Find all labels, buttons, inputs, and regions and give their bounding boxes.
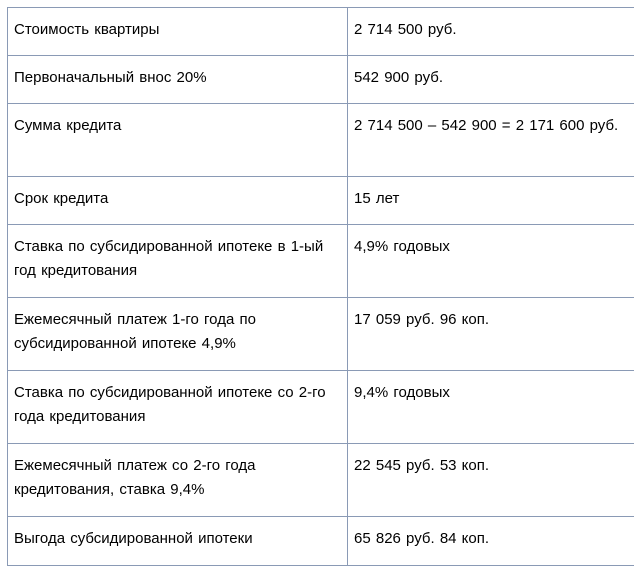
row-value-loan-term: 15 лет xyxy=(348,177,634,225)
row-value-loan-amount: 2 714 500 – 542 900 = 2 171 600 руб. xyxy=(348,104,634,177)
row-value-apartment-cost: 2 714 500 руб. xyxy=(348,8,634,56)
row-label-loan-amount: Сумма кредита xyxy=(8,104,348,177)
mortgage-table-container xyxy=(7,7,634,566)
row-label-apartment-cost: Стоимость квартиры xyxy=(8,8,348,56)
table-row xyxy=(8,104,634,177)
table-row xyxy=(8,56,634,104)
row-label-benefit: Выгода субсидированной ипотеки xyxy=(8,517,348,566)
row-value-rate-first-year: 4,9% годовых xyxy=(348,225,634,298)
table-row xyxy=(8,8,634,56)
row-label-loan-term: Срок кредита xyxy=(8,177,348,225)
mortgage-calculation-table xyxy=(7,7,634,566)
row-label-rate-first-year: Ставка по субсидированной ипотеке в 1-ый год кредитования xyxy=(8,225,348,298)
row-value-down-payment: 542 900 руб. xyxy=(348,56,634,104)
row-value-benefit: 65 826 руб. 84 коп. xyxy=(348,517,634,566)
row-label-payment-first-year: Ежемесячный платеж 1-го года по субсидированной ипотеке 4,9% xyxy=(8,298,348,371)
row-label-payment-second-year: Ежемесячный платеж со 2-го года кредитования, ставка 9,4% xyxy=(8,444,348,517)
table-row xyxy=(8,225,634,298)
table-row xyxy=(8,517,634,566)
table-row xyxy=(8,177,634,225)
row-value-payment-second-year: 22 545 руб. 53 коп. xyxy=(348,444,634,517)
row-value-rate-second-year: 9,4% годовых xyxy=(348,371,634,444)
row-label-rate-second-year: Ставка по субсидированной ипотеке со 2-го года кредитования xyxy=(8,371,348,444)
row-label-down-payment: Первоначальный внос 20% xyxy=(8,56,348,104)
table-row xyxy=(8,298,634,371)
table-row xyxy=(8,371,634,444)
table-row xyxy=(8,444,634,517)
row-value-payment-first-year: 17 059 руб. 96 коп. xyxy=(348,298,634,371)
